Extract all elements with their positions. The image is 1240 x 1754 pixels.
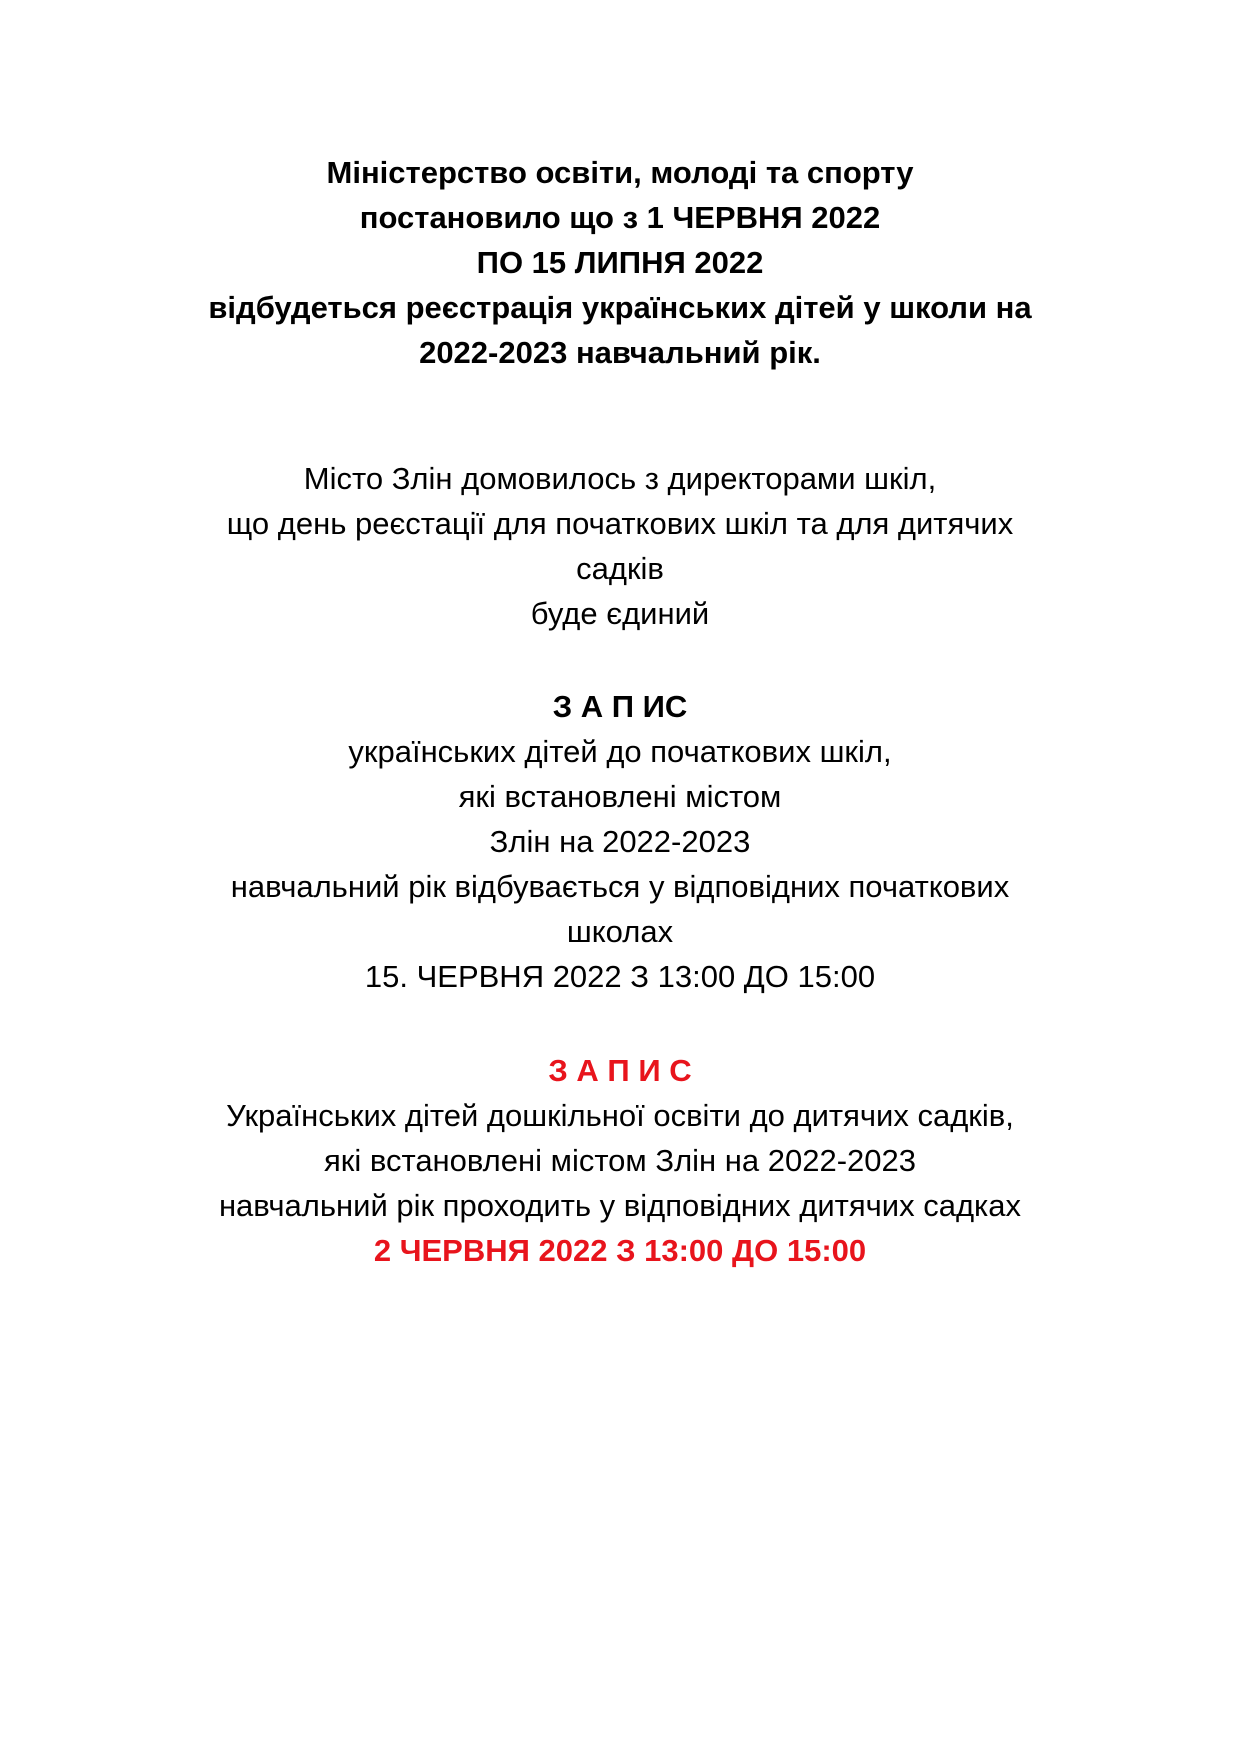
announcement-line: ПО 15 ЛИПНЯ 2022 (476, 245, 764, 280)
announcement-line: відбудеться реєстрація українських дітей у школи на (208, 290, 1032, 325)
school-registration-line: Злін на 2022-2023 (489, 824, 751, 859)
city-notice-line: що день реєстації для початкових шкіл та для дитячих (226, 506, 1014, 541)
city-notice-line: Місто Злін домовилось з директорами шкіл, (303, 461, 937, 496)
school-registration-line: українських дітей до початкових шкіл, (348, 734, 892, 769)
school-registration-line: які встановлені містом (458, 779, 782, 814)
kindergarten-registration-date: 2 ЧЕРВНЯ 2022 З 13:00 ДО 15:00 (373, 1233, 867, 1268)
announcement-line: Міністерство освіти, молоді та спорту (326, 155, 914, 190)
kindergarten-registration-section (100, 1048, 1140, 1273)
school-registration-line: школах (566, 914, 674, 949)
school-registration-date: 15. ЧЕРВНЯ 2022 З 13:00 ДО 15:00 (364, 959, 876, 994)
kindergarten-registration-line: Українських дітей дошкільної освіти до дитячих садків, (226, 1098, 1014, 1133)
school-registration-section (100, 684, 1140, 999)
school-registration-line: навчальний рік відбувається у відповідних початкових (230, 869, 1010, 904)
kindergarten-registration-line: які встановлені містом Злін на 2022-2023 (324, 1143, 916, 1178)
school-registration-title: З А П ИС (552, 689, 688, 724)
announcement-line: 2022-2023 навчальний рік. (419, 335, 821, 370)
city-notice-line: садків (576, 551, 664, 586)
city-notice-line: буде єдиний (530, 596, 710, 631)
kindergarten-registration-line: навчальний рік проходить у відповідних дитячих садках (218, 1188, 1022, 1223)
kindergarten-registration-title: З А П И С (548, 1053, 692, 1088)
ministry-announcement (100, 150, 1140, 375)
city-notice (100, 456, 1140, 636)
announcement-line: постановило що з 1 ЧЕРВНЯ 2022 (359, 200, 881, 235)
